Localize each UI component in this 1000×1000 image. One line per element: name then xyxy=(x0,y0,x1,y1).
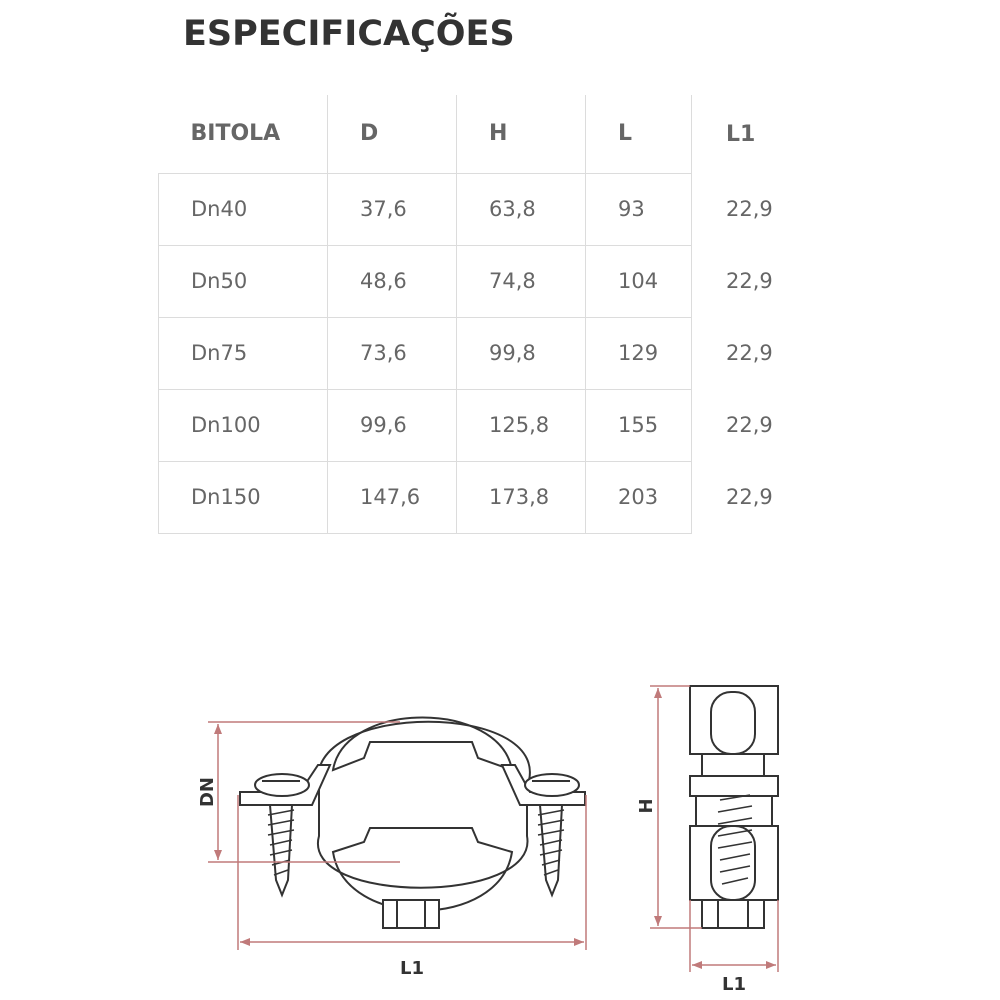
cell-l1: 22,9 xyxy=(726,197,773,221)
cell-h: 125,8 xyxy=(457,389,586,461)
header-l: L xyxy=(586,95,692,173)
cell-h: 63,8 xyxy=(457,173,586,245)
table-row xyxy=(159,317,802,389)
table-row xyxy=(159,389,802,461)
header-bitola: BITOLA xyxy=(159,95,328,173)
h-label: H xyxy=(636,798,657,814)
cell-bitola: Dn150 xyxy=(159,461,328,533)
technical-drawing xyxy=(0,560,1000,1000)
cell-l1: 22,9 xyxy=(726,485,773,509)
header-d: D xyxy=(328,95,457,173)
cell-d: 48,6 xyxy=(328,245,457,317)
side-l1-label: L1 xyxy=(722,974,746,995)
header-l1: L1 xyxy=(726,121,756,147)
table-row xyxy=(159,245,802,317)
table-row xyxy=(159,173,802,245)
cell-d: 99,6 xyxy=(328,389,457,461)
dn-label: DN xyxy=(197,776,218,808)
cell-l1: 22,9 xyxy=(726,413,773,437)
cell-bitola: Dn100 xyxy=(159,389,328,461)
cell-d: 37,6 xyxy=(328,173,457,245)
table-row xyxy=(159,461,802,533)
cell-bitola: Dn75 xyxy=(159,317,328,389)
front-l1-label: L1 xyxy=(400,958,424,979)
table-header-row xyxy=(159,95,802,173)
front-view-clamp xyxy=(240,718,585,929)
cell-h: 99,8 xyxy=(457,317,586,389)
cell-h: 173,8 xyxy=(457,461,586,533)
cell-bitola: Dn40 xyxy=(159,173,328,245)
cell-l1: 22,9 xyxy=(726,341,773,365)
cell-bitola: Dn50 xyxy=(159,245,328,317)
side-view-clamp xyxy=(690,686,778,928)
cell-l: 129 xyxy=(586,317,692,389)
page-title: ESPECIFICAÇÕES xyxy=(183,14,515,54)
cell-l: 104 xyxy=(586,245,692,317)
cell-d: 73,6 xyxy=(328,317,457,389)
spec-table xyxy=(158,95,802,534)
cell-l: 203 xyxy=(586,461,692,533)
cell-d: 147,6 xyxy=(328,461,457,533)
cell-h: 74,8 xyxy=(457,245,586,317)
cell-l: 93 xyxy=(586,173,692,245)
cell-l1: 22,9 xyxy=(726,269,773,293)
cell-l: 155 xyxy=(586,389,692,461)
header-h: H xyxy=(457,95,586,173)
